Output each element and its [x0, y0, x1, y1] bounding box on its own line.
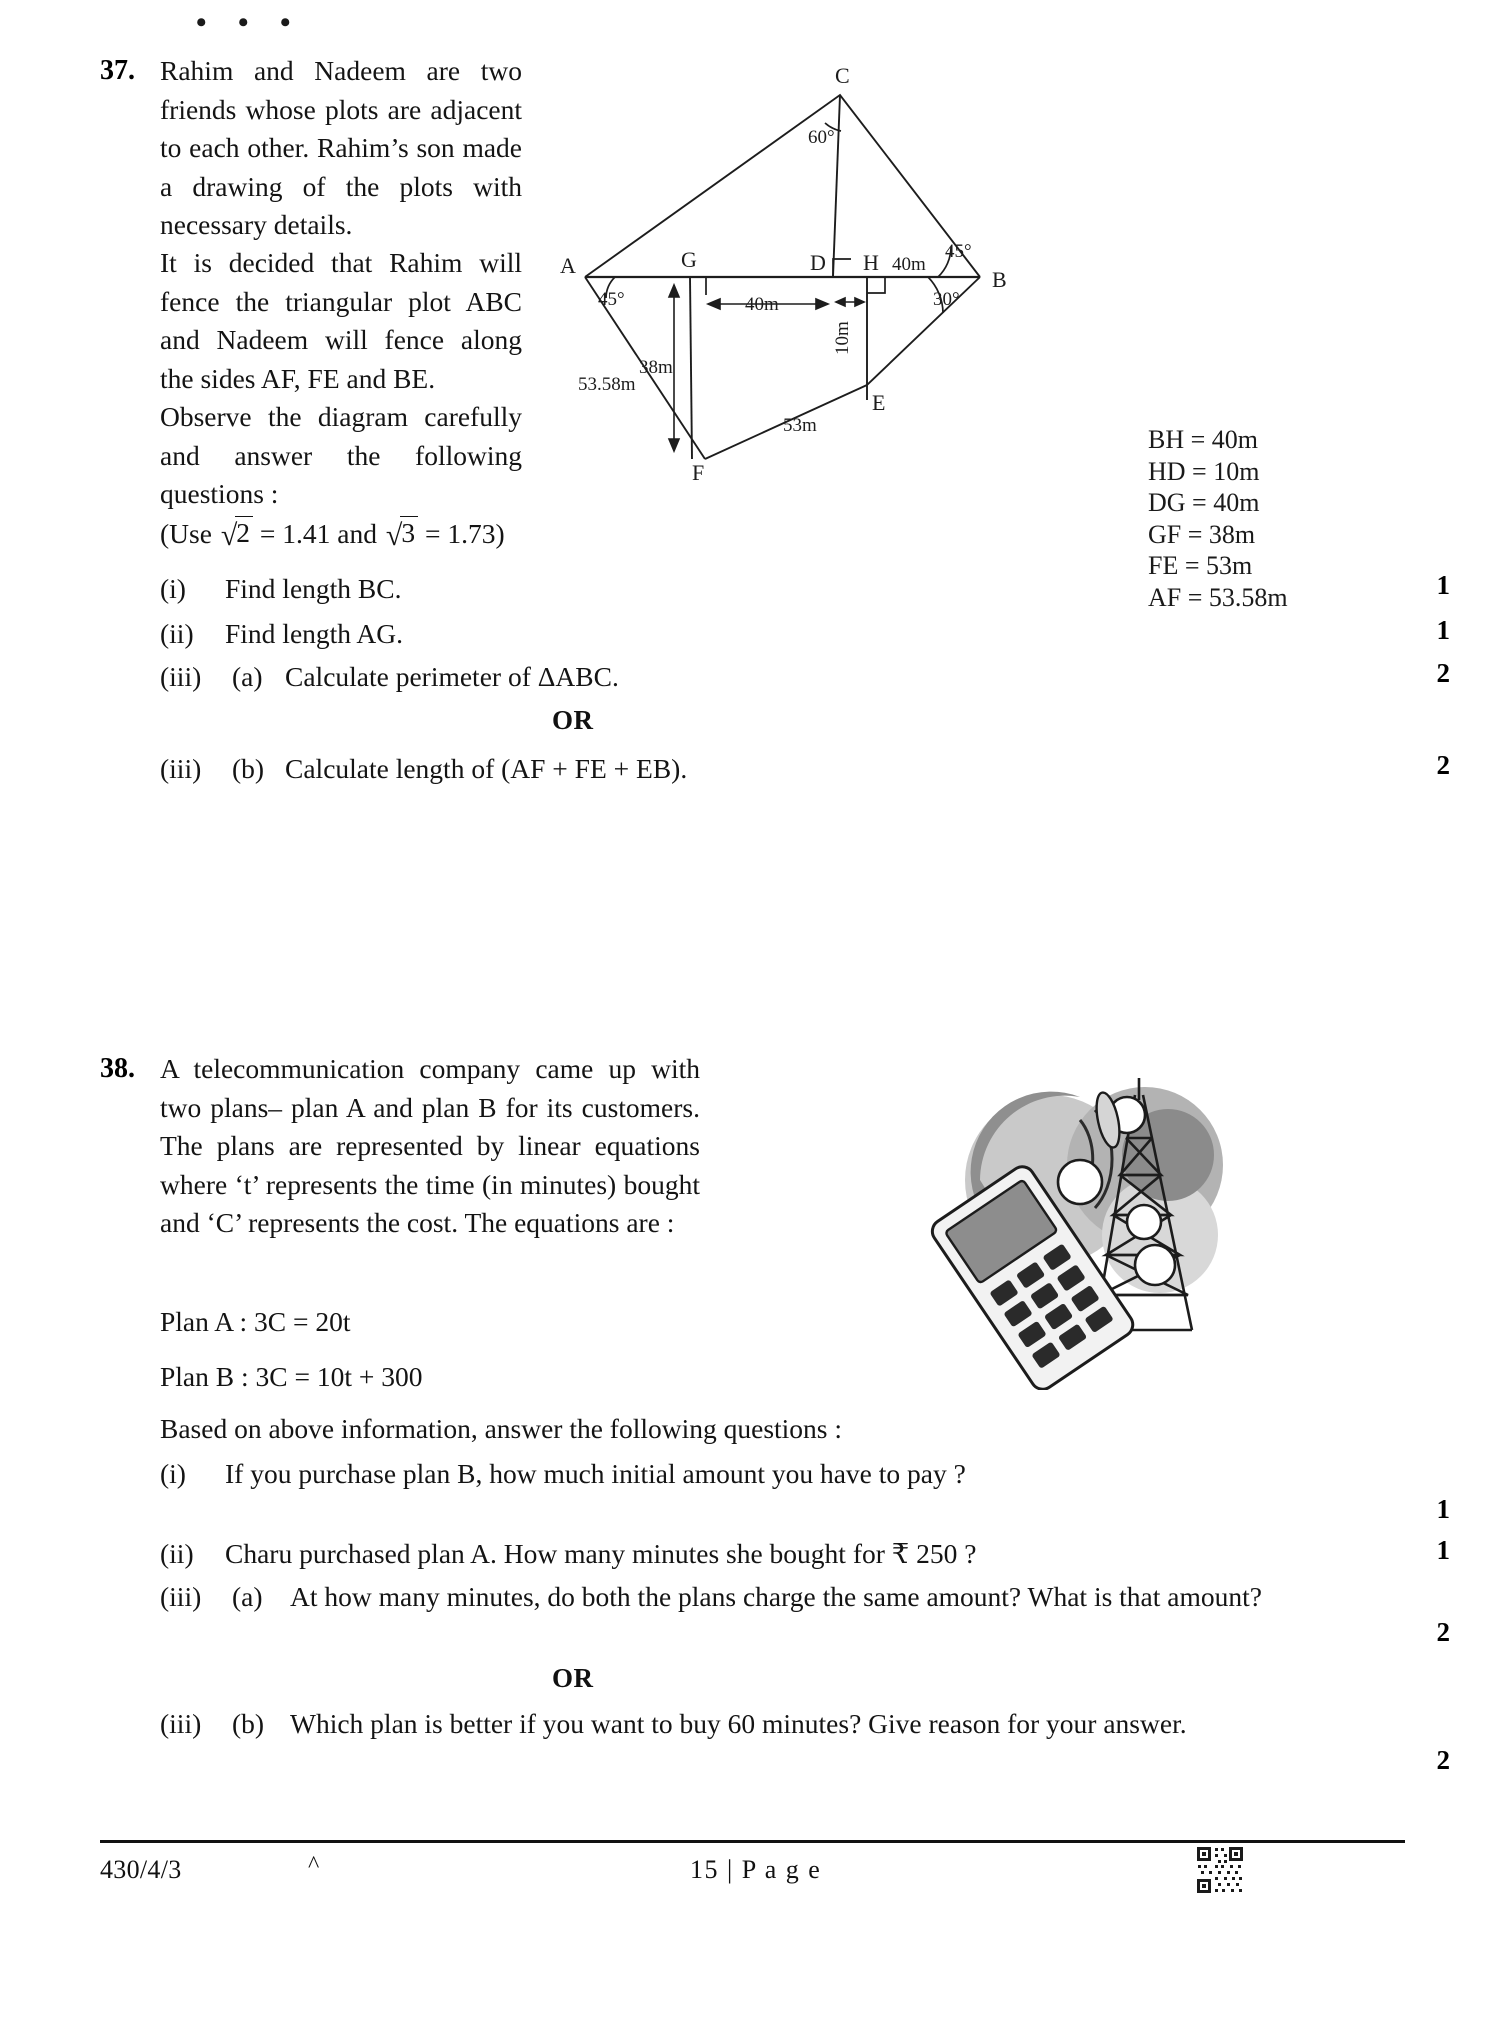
subquestion-text: Find length AG.	[225, 618, 403, 649]
subquestion-text: If you purchase plan B, how much initial amount you have to pay ?	[225, 1458, 966, 1489]
subquestion-sublabel: (b)	[232, 1708, 265, 1739]
subquestion-label: (iii)	[160, 1581, 202, 1612]
right-angle-h-marker	[867, 277, 885, 293]
question-37-paragraph-2: It is decided that Rahim will fence the triangular plot ABC and Nadeem will fence along the sides AF, FE and BE.	[160, 247, 522, 394]
angle-label-b-45: 45°	[945, 241, 972, 262]
vertex-label-c: C	[835, 63, 850, 88]
subquestion-sublabel: (a)	[232, 1581, 263, 1612]
dim-label-gf-38m: 38m	[639, 357, 673, 378]
footer-paper-code: 430/4/3	[100, 1855, 182, 1884]
diagram-legend	[1148, 424, 1288, 613]
subquestion-text: Calculate perimeter of ΔABC.	[285, 661, 619, 692]
vertex-label-a: A	[560, 253, 576, 278]
legend-item-af: AF = 53.58m	[1148, 582, 1288, 612]
marks-38-iii-b: 2	[1436, 1745, 1450, 1775]
vertex-label-e: E	[872, 390, 886, 415]
question-38-or-label: OR	[552, 1663, 594, 1693]
marks-37-iii-b: 2	[1436, 750, 1450, 780]
right-angle-d-marker	[833, 259, 851, 277]
legend-item-hd: HD = 10m	[1148, 456, 1260, 486]
use-note-prefix: (Use	[160, 518, 219, 549]
vertex-label-h: H	[863, 250, 879, 275]
subquestion-sublabel: (a)	[232, 661, 263, 692]
vertex-label-d: D	[810, 250, 826, 275]
legend-item-gf: GF = 38m	[1148, 519, 1256, 549]
sqrt-3: √3	[384, 515, 418, 554]
dim-label-hd-10m: 10m	[832, 321, 853, 355]
angle-label-a-45: 45°	[598, 289, 625, 310]
dim-label-af-5358m: 53.58m	[578, 374, 636, 395]
question-37-subquestion-iii-b	[160, 750, 860, 789]
vertex-label-f: F	[692, 460, 705, 485]
marks-38-i: 1	[1436, 1494, 1450, 1524]
question-38-subquestion-iii-b	[160, 1705, 1290, 1744]
legend-item-fe: FE = 53m	[1148, 551, 1253, 580]
antenna-dish-left	[1058, 1160, 1102, 1204]
legend-item-bh: BH = 40m	[1148, 425, 1259, 454]
question-38-number: 38.	[100, 1053, 135, 1084]
footer-divider	[100, 1840, 1405, 1843]
use-note-eq1: = 1.41 and	[253, 518, 384, 549]
question-37-subquestion-ii	[160, 615, 860, 654]
legend-item-dg: DG = 40m	[1148, 488, 1260, 517]
dim-label-bh-40m: 40m	[892, 254, 926, 275]
plan-b-equation: Plan B : 3C = 10t + 300	[160, 1361, 423, 1392]
subquestion-label: (i)	[160, 1458, 186, 1489]
line-cd	[833, 95, 840, 277]
subquestion-text: Which plan is better if you want to buy 60 minutes? Give reason for your answer.	[290, 1708, 1187, 1739]
dim-arrow-left-dg	[708, 299, 720, 309]
subquestion-label: (iii)	[160, 661, 202, 692]
subquestion-text: At how many minutes, do both the plans charge the same amount? What is that amount?	[290, 1581, 1262, 1612]
dim-arrow-right-hd	[855, 298, 864, 306]
sqrt-2: √2	[219, 515, 253, 554]
subquestion-label: (ii)	[160, 1538, 194, 1569]
use-note-eq2: = 1.73)	[418, 518, 505, 549]
phone-tower-illustration	[930, 1060, 1260, 1390]
antenna-dish-mid	[1127, 1205, 1161, 1239]
marks-38-ii: 1	[1436, 1535, 1450, 1565]
question-37-use-note	[160, 515, 680, 554]
triangle-abc-edges	[585, 95, 980, 277]
subquestion-text: Calculate length of (AF + FE + EB).	[285, 753, 688, 784]
question-38-subquestion-iii-a	[160, 1578, 1290, 1617]
question-37-paragraph-3: Observe the diagram carefully and answer the following questions :	[160, 401, 522, 510]
dim-label-dg-40m: 40m	[745, 294, 779, 315]
subquestion-label: (iii)	[160, 753, 202, 784]
question-37-or-label: OR	[552, 705, 594, 735]
plan-a-equation: Plan A : 3C = 20t	[160, 1306, 351, 1337]
dim-arrow-left-hd	[836, 298, 845, 306]
subquestion-label: (ii)	[160, 618, 194, 649]
question-37-paragraph-1: Rahim and Nadeem are two friends whose plots are adjacent to each other. Rahim’s son made a drawing of the plots with necessary details.	[160, 55, 522, 241]
subquestion-sublabel: (b)	[232, 753, 265, 784]
vertex-label-b: B	[992, 267, 1007, 292]
plot-diagram	[540, 55, 1100, 515]
subquestion-text: Find length BC.	[225, 573, 402, 604]
subquestion-text: Charu purchased plan A. How many minutes she bought for ₹ 250 ?	[225, 1538, 977, 1569]
qr-code-icon	[1195, 1845, 1245, 1895]
footer-caret-mark: ^	[308, 1852, 320, 1878]
vertex-label-g: G	[681, 247, 697, 272]
footer-page-number: 15 | P a g e	[690, 1855, 822, 1884]
antenna-dish-lower	[1135, 1245, 1175, 1285]
angle-label-b-30: 30°	[933, 289, 960, 310]
question-37-subquestion-i	[160, 570, 860, 609]
question-38-paragraph-1: A telecommunication company came up with two plans– plan A and plan B for its customers. The plans are represented by linear equations where ‘t’ represents the time (in minutes) bought and ‘C’ represents the cost. The equations are :	[160, 1053, 700, 1239]
question-38-subquestion-i	[160, 1455, 1288, 1494]
dim-arrow-up-gf	[669, 285, 679, 297]
question-38-lead-in: Based on above information, answer the following questions :	[160, 1413, 843, 1444]
dim-label-fe-53m: 53m	[783, 415, 817, 436]
subquestion-label: (i)	[160, 573, 186, 604]
dim-arrow-down-gf	[669, 439, 679, 451]
marks-37-i: 1	[1436, 570, 1450, 600]
marks-38-iii-a: 2	[1436, 1617, 1450, 1647]
subquestion-label: (iii)	[160, 1708, 202, 1739]
question-37-subquestion-iii-a	[160, 658, 860, 697]
page-top-dots: • • •	[196, 6, 303, 39]
question-38-subquestion-ii	[160, 1535, 1220, 1574]
marks-37-iii-a: 2	[1436, 658, 1450, 688]
right-angle-g-marker	[690, 277, 706, 295]
line-gf	[690, 277, 692, 459]
angle-label-c-60: 60°	[808, 127, 835, 148]
dim-arrow-right-dg	[816, 299, 828, 309]
question-37-number: 37.	[100, 55, 135, 86]
marks-37-ii: 1	[1436, 615, 1450, 645]
